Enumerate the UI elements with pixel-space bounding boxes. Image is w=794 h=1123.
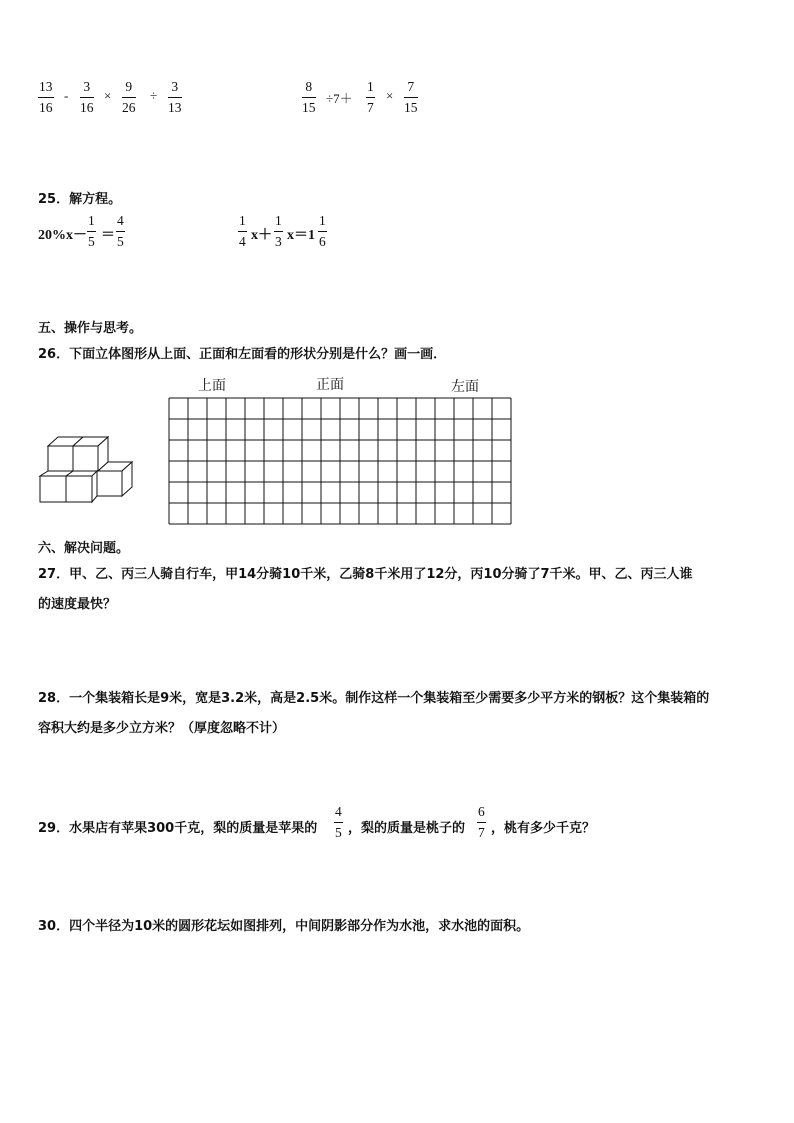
fraction: 1 4	[239, 213, 246, 249]
question-27-line1: 27．甲、乙、丙三人骑自行车，甲14分骑10千米，乙骑8千米用了12分，丙10分骑了7千米。甲、乙、丙三人谁	[38, 567, 693, 582]
fraction: 1 5	[88, 213, 95, 249]
label-front-view: 正面	[316, 377, 344, 393]
section-6-title: 六、解决问题。	[38, 541, 130, 556]
question-30-line1: 30．四个半径为10米的圆形花坛如图排列，中间阴影部分作为水池，求水池的面积。	[38, 919, 530, 934]
question-26-title: 26．下面立体图形从上面、正面和左面看的形状分别是什么？画一画．	[38, 347, 447, 362]
question-28-line1: 28．一个集装箱长是9米，宽是3.2米，高是2.5米。制作这样一个集装箱至少需要多少平方米的钢板？这个集装箱的	[38, 691, 710, 706]
equation-lead: 20%x－	[38, 228, 87, 243]
fraction: 9 26	[122, 79, 136, 115]
fraction: 3 13	[168, 79, 182, 115]
equation-term: x＝1	[287, 228, 315, 243]
fraction: 8 15	[302, 79, 316, 115]
section-5-title: 五、操作与思考。	[38, 321, 143, 336]
times-operator: ×	[386, 88, 394, 103]
times-operator: ×	[104, 88, 112, 103]
minus-operator: -	[64, 88, 69, 103]
equals-sign: ＝	[101, 228, 115, 243]
fraction: 13 16	[39, 79, 53, 115]
fraction: 4 5	[117, 213, 124, 249]
fraction: 1 3	[275, 213, 282, 249]
fraction: 1 6	[319, 213, 326, 249]
equation-term: x＋	[251, 228, 272, 243]
fraction: 4 5	[335, 804, 342, 840]
question-29-part3: ，桃有多少千克？	[491, 821, 596, 836]
cube-stack-figure	[38, 434, 134, 504]
label-left-view: 左面	[451, 379, 479, 395]
divide-plus-operator: ÷7＋	[326, 91, 353, 106]
question-29-part1: 29．水果店有苹果300千克，梨的质量是苹果的	[38, 821, 318, 836]
fraction: 3 16	[80, 79, 94, 115]
label-top-view: 上面	[198, 378, 226, 394]
fraction: 1 7	[367, 79, 374, 115]
question-28-line2: 容积大约是多少立方米？（厚度忽略不计）	[38, 721, 286, 736]
question-25-title: 25．解方程。	[38, 192, 122, 207]
fraction: 6 7	[478, 804, 485, 840]
drawing-grid[interactable]	[168, 397, 512, 525]
fraction: 7 15	[404, 79, 418, 115]
question-27-line2: 的速度最快？	[38, 597, 117, 612]
question-29-part2: ，梨的质量是桃子的	[348, 821, 466, 836]
divide-operator: ÷	[150, 88, 158, 103]
